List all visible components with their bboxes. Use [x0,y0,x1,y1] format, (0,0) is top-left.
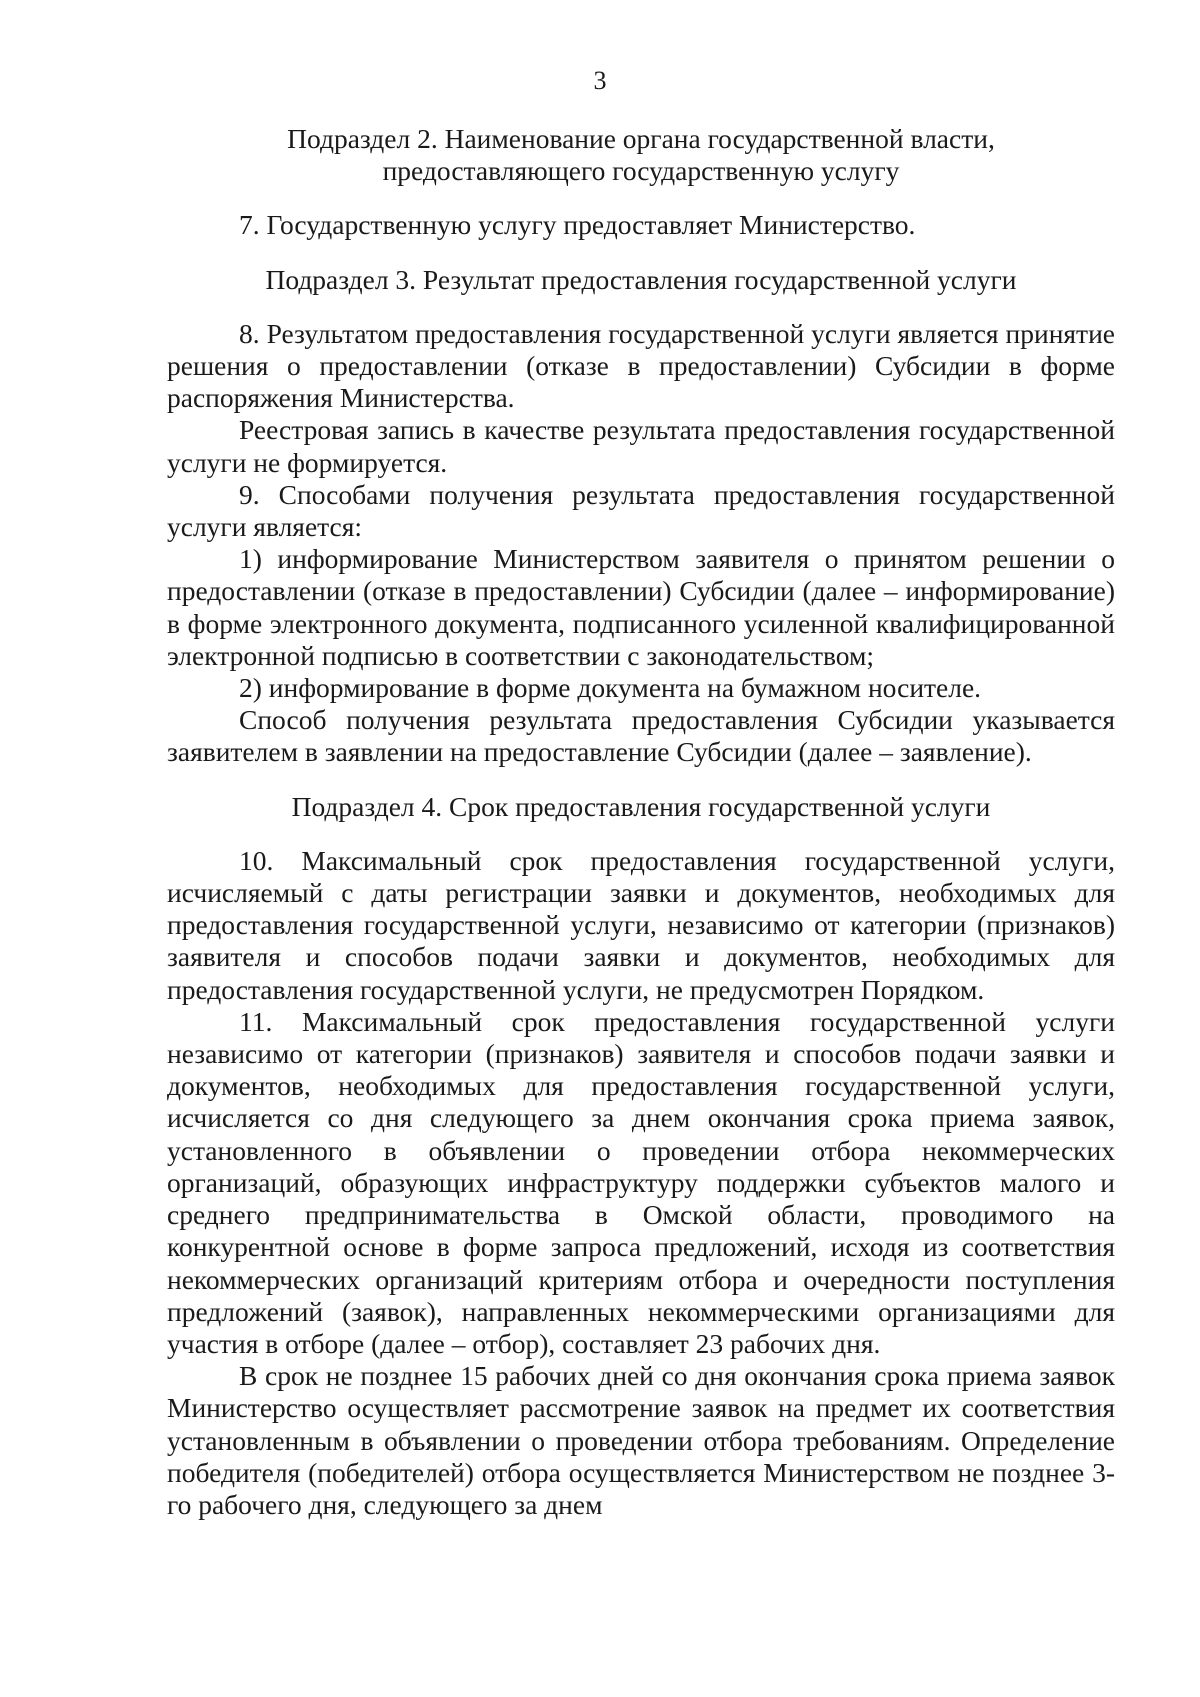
paragraph-10: 10. Максимальный срок предоставления государственной услуги, исчисляемый с даты регистрации заявки и документов, необходимых для предоставления государственной услуги, независимо от категории (признаков) заявителя и способов подачи заявки и документов, необходимых для предоставления государственной услуги, не предусмотрен Порядком. [167,844,1115,1005]
paragraph-11: 11. Максимальный срок предоставления государственной услуги независимо от категории (признаков) заявителя и способов подачи заявки и документов, необходимых для предоставления государственной услуги, исчисляется со дня следующего за днем окончания срока приема заявок, установленного в объявлении о проведении отбора некоммерческих организаций, образующих инфраструктуру поддержки субъектов малого и среднего предпринимательства в Омской области, проводимого на конкурентной основе в форме запроса предложений, исходя из соответствия некоммерческих организаций критериям отбора и очередности поступления предложений (заявок), направленных некоммерческими организациями для участия в отборе (далее – отбор), составляет 23 рабочих дня. [167,1005,1115,1359]
paragraph-9-item-1: 1) информирование Министерством заявителя о принятом решении о предоставлении (отказе в предоставлении) Субсидии (далее – информирование) в форме электронного документа, подписанного усиленной квалифицированной электронной подписью в соответствии с законодательством; [167,543,1115,671]
section-heading-2 [167,123,1115,187]
paragraph-7: 7. Государственную услугу предоставляет Министерство. [239,209,916,241]
paragraph-registry: Реестровая запись в качестве результата предоставления государственной услуги не формируется. [167,414,1115,478]
heading-line: предоставляющего государственную услугу [382,155,900,187]
paragraph-9: 9. Способами получения результата предоставления государственной услуги является: [167,478,1115,543]
paragraph-method: Способ получения результата предоставления Субсидии указывается заявителем в заявлении на предоставление Субсидии (далее – заявление). [167,704,1115,768]
paragraph-8: 8. Результатом предоставления государственной услуги является принятие решения о предоставлении (отказе в предоставлении) Субсидии в форме распоряжения Министерства. [167,317,1115,414]
document-body [167,123,1115,1521]
section-heading-3 [167,264,1115,296]
section-heading-4 [167,791,1115,823]
paragraph-9-item-2: 2) информирование в форме документа на бумажном носителе. [239,672,982,704]
heading-line: Подраздел 4. Срок предоставления государственной услуги [291,790,991,822]
paragraph-deadline: В срок не позднее 15 рабочих дней со дня окончания срока приема заявок Министерство осуществляет рассмотрение заявок на предмет их соответствия установленным в объявлении о проведении отбора требованиям. Определение победителя (победителей) отбора осуществляется Министерством не позднее 3-го рабочего дня, следующего за днем [167,1360,1115,1520]
page-number: 3 [593,66,607,95]
heading-line: Подраздел 3. Результат предоставления государственной услуги [265,263,1017,295]
heading-line: Подраздел 2. Наименование органа государственной власти, [287,123,995,154]
